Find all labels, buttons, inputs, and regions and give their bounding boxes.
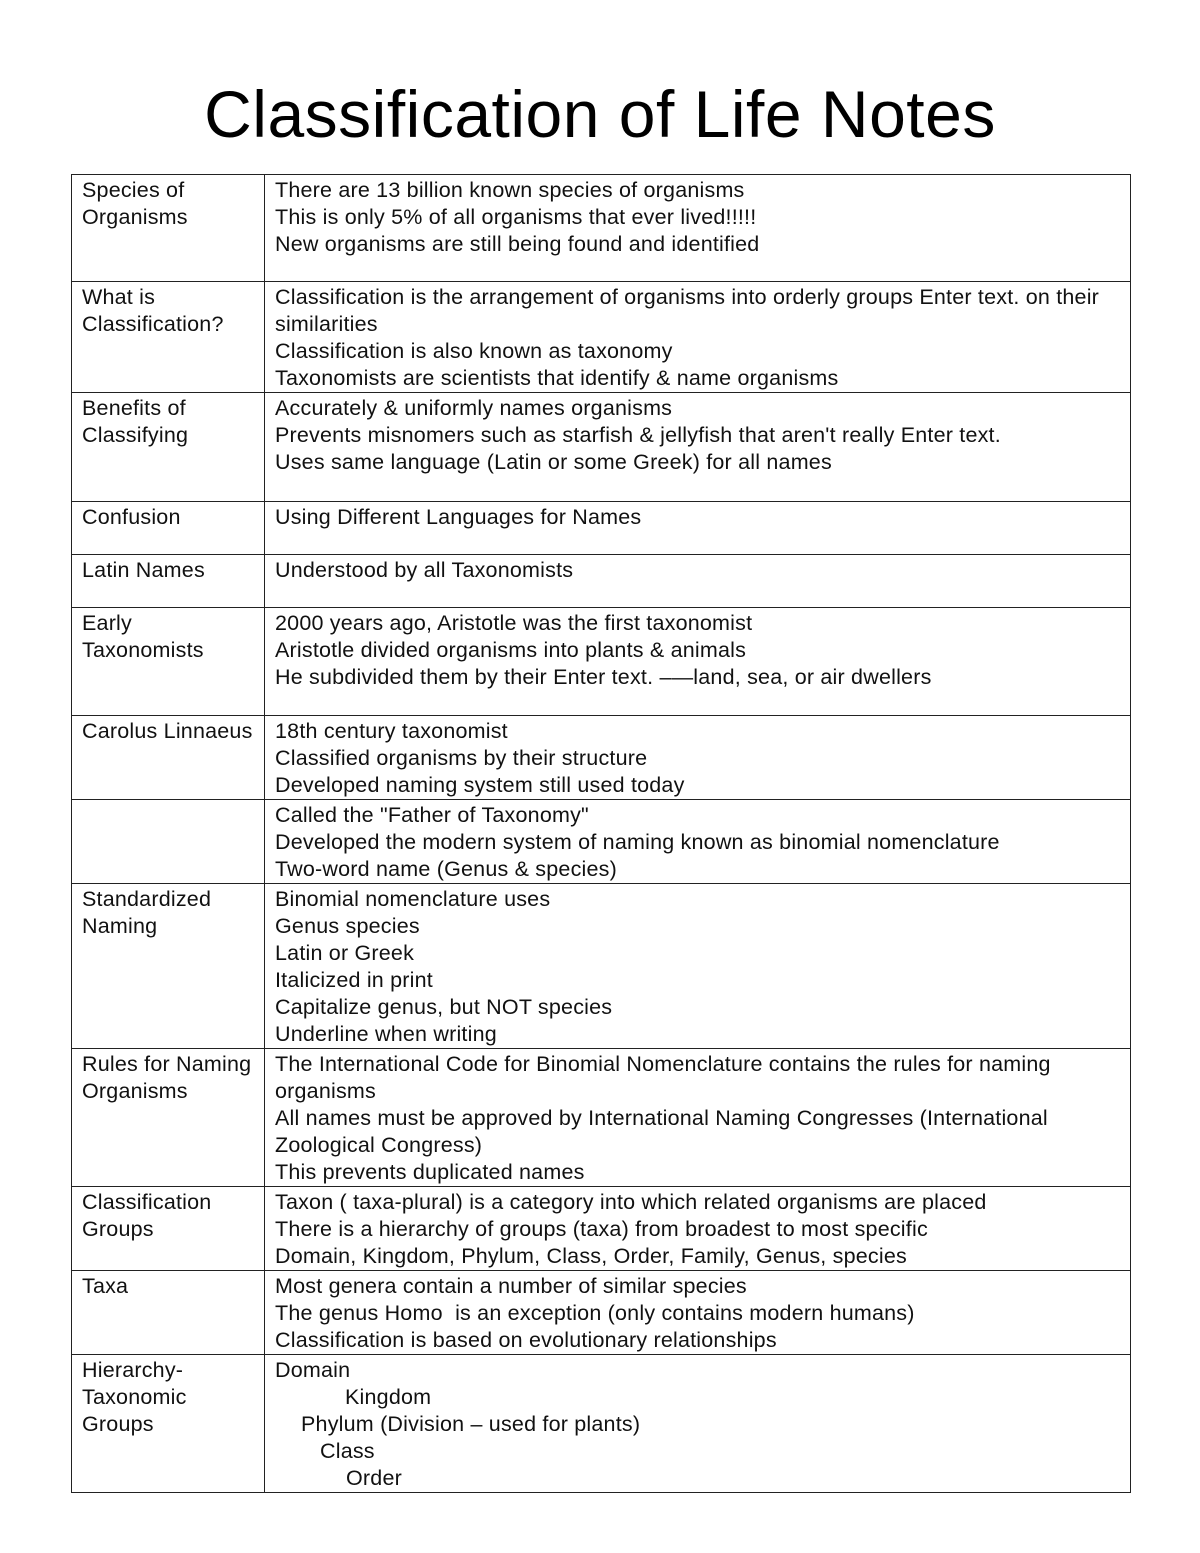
content-line: Accurately & uniformly names organisms xyxy=(275,396,673,420)
table-row xyxy=(72,608,1131,716)
content-line: Prevents misnomers such as starfish & jellyfish that aren't really Enter text. xyxy=(275,423,1001,447)
table-row xyxy=(72,1271,1131,1355)
content-line: Binomial nomenclature uses xyxy=(275,887,551,911)
topic-cell: What is Classification? xyxy=(72,282,265,393)
table-row xyxy=(72,282,1131,393)
content-cell xyxy=(265,555,1131,608)
content-line: New organisms are still being found and identified xyxy=(275,232,760,256)
page-title: Classification of Life Notes xyxy=(204,77,996,151)
content-line: Developed naming system still used today xyxy=(275,773,685,797)
content-line: The International Code for Binomial Nomenclature contains the rules for naming organisms xyxy=(275,1052,1051,1103)
content-line: There is a hierarchy of groups (taxa) from broadest to most specific xyxy=(275,1217,928,1241)
content-cell xyxy=(265,884,1131,1049)
content-line: Order xyxy=(346,1466,402,1490)
content-cell xyxy=(265,175,1131,282)
content-line: Kingdom xyxy=(345,1385,432,1409)
content-line: Using Different Languages for Names xyxy=(275,505,642,529)
topic-cell: Species of Organisms xyxy=(72,175,265,282)
table-row xyxy=(72,502,1131,555)
table-row xyxy=(72,555,1131,608)
content-line: Class xyxy=(320,1439,375,1463)
table-row xyxy=(72,884,1131,1049)
topic-cell: Rules for Naming Organisms xyxy=(72,1049,265,1187)
content-line: Phylum (Division – used for plants) xyxy=(301,1412,641,1436)
topic-cell: Early Taxonomists xyxy=(72,608,265,716)
table-row xyxy=(72,800,1131,884)
content-line: The genus Homo is an exception (only contains modern humans) xyxy=(275,1301,915,1325)
content-line: Most genera contain a number of similar species xyxy=(275,1274,747,1298)
content-line: 18th century taxonomist xyxy=(275,719,508,743)
content-cell xyxy=(265,1187,1131,1271)
content-line: 2000 years ago, Aristotle was the first taxonomist xyxy=(275,611,753,635)
topic-cell: Latin Names xyxy=(72,555,265,608)
content-line: This is only 5% of all organisms that ever lived!!!!! xyxy=(275,205,757,229)
topic-cell: Confusion xyxy=(72,502,265,555)
content-line: Capitalize genus, but NOT species xyxy=(275,995,613,1019)
topic-cell xyxy=(72,800,265,884)
content-line: He subdivided them by their Enter text. –—land, sea, or air dwellers xyxy=(275,665,932,689)
table-row xyxy=(72,1355,1131,1493)
content-line: Latin or Greek xyxy=(275,941,415,965)
content-cell xyxy=(265,502,1131,555)
content-line: Classification is also known as taxonomy xyxy=(275,339,673,363)
content-line: Uses same language (Latin or some Greek) for all names xyxy=(275,450,832,474)
content-cell xyxy=(265,1271,1131,1355)
content-line: Classification is the arrangement of organisms into orderly groups Enter text. on their similarities xyxy=(275,285,1100,336)
content-line: Taxon ( taxa-plural) is a category into which related organisms are placed xyxy=(275,1190,987,1214)
content-line: Classified organisms by their structure xyxy=(275,746,648,770)
topic-cell: Classification Groups xyxy=(72,1187,265,1271)
content-line: Italicized in print xyxy=(275,968,433,992)
topic-cell: Standardized Naming xyxy=(72,884,265,1049)
content-line: Domain xyxy=(275,1358,351,1382)
topic-cell: Hierarchy-Taxonomic Groups xyxy=(72,1355,265,1493)
content-line: This prevents duplicated names xyxy=(275,1160,585,1184)
table-row xyxy=(72,716,1131,800)
topic-cell: Carolus Linnaeus xyxy=(72,716,265,800)
table-row xyxy=(72,393,1131,502)
table-row xyxy=(72,1187,1131,1271)
topic-cell: Taxa xyxy=(72,1271,265,1355)
content-line: Aristotle divided organisms into plants & animals xyxy=(275,638,747,662)
content-line: Called the "Father of Taxonomy" xyxy=(275,803,589,827)
content-line: Classification is based on evolutionary relationships xyxy=(275,1328,777,1352)
content-cell xyxy=(265,1355,1131,1493)
content-line: Developed the modern system of naming known as binomial nomenclature xyxy=(275,830,1000,854)
content-cell xyxy=(265,800,1131,884)
content-line: All names must be approved by International Naming Congresses (International Zoological Congress) xyxy=(275,1106,1048,1157)
content-line: Taxonomists are scientists that identify & name organisms xyxy=(275,366,839,390)
topic-cell: Benefits of Classifying xyxy=(72,393,265,502)
content-line: Domain, Kingdom, Phylum, Class, Order, Family, Genus, species xyxy=(275,1244,907,1268)
content-line: There are 13 billion known species of organisms xyxy=(275,178,745,202)
table-row xyxy=(72,175,1131,282)
notes-table xyxy=(71,174,1131,1493)
content-cell xyxy=(265,282,1131,393)
table-row xyxy=(72,1049,1131,1187)
content-cell xyxy=(265,716,1131,800)
content-line: Two-word name (Genus & species) xyxy=(275,857,617,881)
content-cell xyxy=(265,608,1131,716)
content-line: Genus species xyxy=(275,914,420,938)
content-line: Underline when writing xyxy=(275,1022,497,1046)
content-line: Understood by all Taxonomists xyxy=(275,558,574,582)
content-cell xyxy=(265,393,1131,502)
content-cell xyxy=(265,1049,1131,1187)
